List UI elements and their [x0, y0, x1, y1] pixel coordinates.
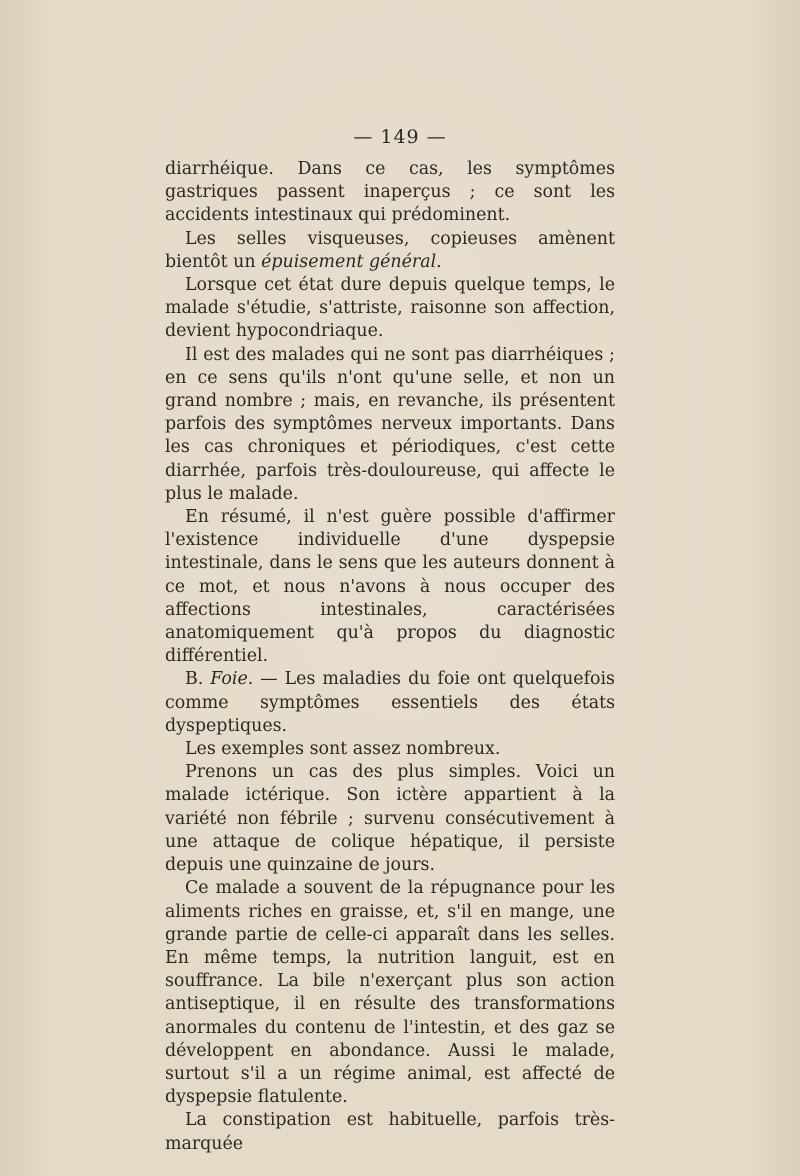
paragraph-text: Les exemples sont assez nombreux.	[185, 739, 501, 760]
paragraph-text: B.	[185, 669, 211, 690]
paragraph-text: Prenons un cas des plus simples. Voici un malade ictérique. Son ictère appartient à la variété non fébrile ; survenu consécutivement à une attaque de colique hépatique, il persiste depuis une quinzaine de jours.	[165, 762, 615, 876]
paragraph	[165, 274, 615, 344]
italic-text: Foie	[210, 669, 248, 690]
paragraph	[165, 877, 615, 1109]
paragraph	[165, 228, 615, 274]
paragraph-text: diarrhéique. Dans ce cas, les symptômes gastriques passent inaperçus ; ce sont les accidents intestinaux qui prédominent.	[165, 159, 615, 226]
page-number: — 149 —	[353, 126, 447, 148]
paragraph	[165, 738, 615, 761]
paragraph-text: Lorsque cet état dure depuis quelque temps, le malade s'étudie, s'attriste, raisonne son affection, devient hypocondriaque.	[165, 275, 615, 342]
paragraph-text: Ce malade a souvent de la répugnance pour les aliments riches en graisse, et, s'il en mange, une grande partie de celle-ci apparaît dans les selles. En même temps, la nutrition languit, est en souffrance. La bile n'exerçant plus son action antiseptique, il en résulte des transformations anormales du contenu de l'intestin, et des gaz se développent en abondance. Aussi le malade, surtout s'il a un régime animal, est affecté de dyspepsie flatulente.	[165, 878, 615, 1108]
paragraph-text: La constipation est habituelle, parfois très-marquée	[165, 1110, 615, 1154]
paragraph	[165, 668, 615, 738]
paragraph	[165, 158, 615, 228]
paragraph-text: Il est des malades qui ne sont pas diarrhéiques ; en ce sens qu'ils n'ont qu'une selle, et non un grand nombre ; mais, en revanche, ils présentent parfois des symptômes nerveux importants. Dans les cas chroniques et périodiques, c'est cette diarrhée, parfois très-douloureuse, qui affecte le plus le malade.	[165, 344, 615, 504]
paragraph	[165, 761, 615, 877]
paragraph-text: En résumé, il n'est guère possible d'affirmer l'existence individuelle d'une dyspepsie intestinale, dans le sens que les auteurs donnent à ce mot, et nous n'avons à nous occuper des affections intestinales, caractérisées anatomiquement qu'à propos du diagnostic différentiel.	[165, 507, 615, 667]
italic-text: épuisement général	[261, 251, 437, 272]
paragraph	[165, 506, 615, 668]
paragraph-text: Les selles visqueuses, copieuses amènent bientôt un	[165, 228, 615, 272]
paragraph	[165, 344, 615, 506]
paragraph-text: . — Les maladies du foie ont quelquefois comme symptômes essentiels des états dyspeptiques.	[165, 669, 615, 736]
paragraph-text: .	[436, 251, 442, 272]
paragraph	[165, 1109, 615, 1155]
body-text	[165, 158, 615, 1156]
